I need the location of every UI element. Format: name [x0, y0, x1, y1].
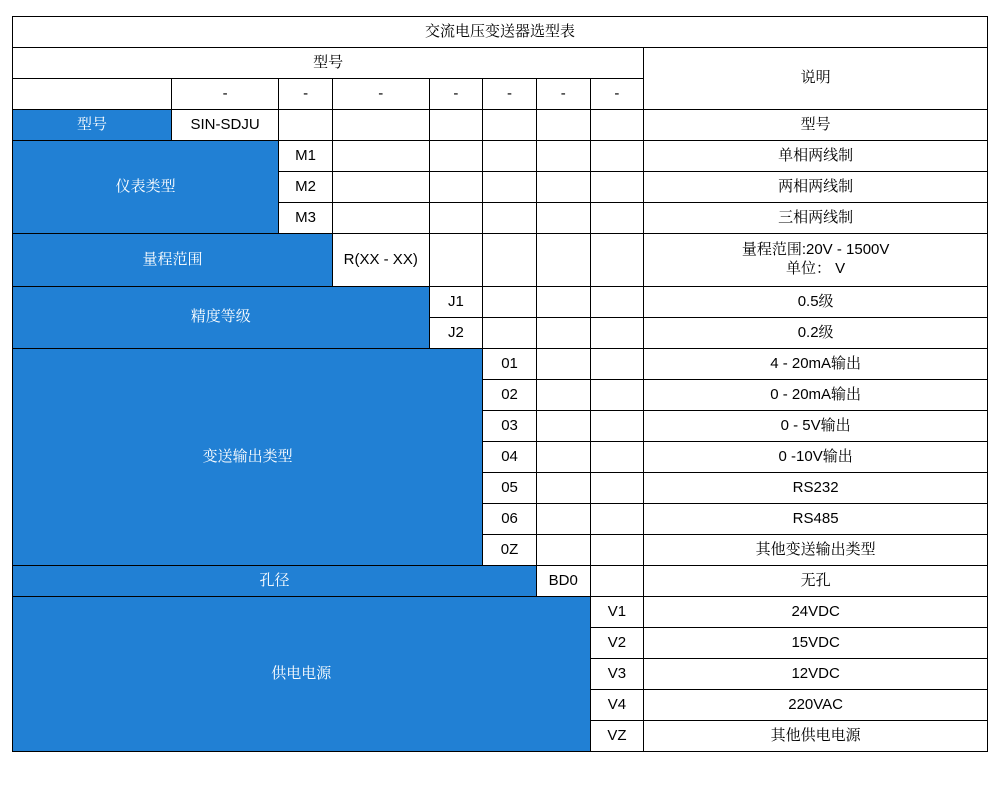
code-base: SIN-SDJU: [171, 110, 278, 141]
desc-m1: 单相两线制: [644, 141, 988, 172]
table-row: [13, 287, 988, 318]
code-03: 03: [483, 411, 537, 442]
empty-cell-range: [332, 141, 429, 172]
empty-cell-range: [332, 172, 429, 203]
empty-cell-output: [483, 110, 537, 141]
code-04: 04: [483, 442, 537, 473]
dash-cell-label: [13, 79, 172, 110]
code-range: R(XX - XX): [332, 234, 429, 287]
desc-range-line1: 量程范围:20V - 1500V: [741, 241, 890, 259]
empty-cell-power: [590, 566, 644, 597]
empty-cell-accuracy: [429, 234, 483, 287]
code-01: 01: [483, 349, 537, 380]
header-model-group: 型号: [13, 48, 644, 79]
empty-cell-aperture: [536, 234, 590, 287]
dash-cell-base: -: [171, 79, 278, 110]
code-v4: V4: [590, 690, 644, 721]
dash-cell-range: -: [332, 79, 429, 110]
table-row: [13, 566, 988, 597]
dash-cell-aperture: -: [536, 79, 590, 110]
table-row: [13, 141, 988, 172]
empty-cell-aperture: [536, 473, 590, 504]
empty-cell-output: [483, 318, 537, 349]
empty-cell-aperture: [536, 172, 590, 203]
desc-m3: 三相两线制: [644, 203, 988, 234]
group-label-output-type: 变送输出类型: [13, 349, 483, 566]
empty-cell-power: [590, 380, 644, 411]
desc-j2: 0.2级: [644, 318, 988, 349]
empty-cell-power: [590, 411, 644, 442]
group-label-accuracy: 精度等级: [13, 287, 430, 349]
empty-cell-aperture: [536, 141, 590, 172]
desc-range-line2: 单位： V: [786, 260, 846, 277]
code-bd0: BD0: [536, 566, 590, 597]
empty-cell-power: [590, 141, 644, 172]
code-j2: J2: [429, 318, 483, 349]
code-v3: V3: [590, 659, 644, 690]
empty-cell-output: [483, 203, 537, 234]
desc-01: 4 - 20mA输出: [644, 349, 988, 380]
empty-cell-type: [279, 110, 333, 141]
desc-v4: 220VAC: [644, 690, 988, 721]
empty-cell-power: [590, 172, 644, 203]
desc-04: 0 -10V输出: [644, 442, 988, 473]
empty-cell-output: [483, 287, 537, 318]
desc-vz: 其他供电电源: [644, 721, 988, 752]
empty-cell-power: [590, 535, 644, 566]
empty-cell-accuracy: [429, 141, 483, 172]
empty-cell-range: [332, 110, 429, 141]
group-label-aperture: 孔径: [13, 566, 537, 597]
code-vz: VZ: [590, 721, 644, 752]
empty-cell-output: [483, 234, 537, 287]
desc-v2: 15VDC: [644, 628, 988, 659]
dash-cell-accuracy: -: [429, 79, 483, 110]
code-v1: V1: [590, 597, 644, 628]
empty-cell-power: [590, 473, 644, 504]
table-row: [13, 110, 988, 141]
code-06: 06: [483, 504, 537, 535]
header-description: 说明: [644, 48, 988, 110]
empty-cell-accuracy: [429, 203, 483, 234]
code-j1: J1: [429, 287, 483, 318]
empty-cell-output: [483, 141, 537, 172]
table-header-row: [13, 48, 988, 79]
empty-cell-power: [590, 504, 644, 535]
empty-cell-aperture: [536, 110, 590, 141]
empty-cell-aperture: [536, 318, 590, 349]
empty-cell-accuracy: [429, 172, 483, 203]
desc-02: 0 - 20mA输出: [644, 380, 988, 411]
page-title: 交流电压变送器选型表: [13, 17, 988, 48]
empty-cell-aperture: [536, 349, 590, 380]
desc-03: 0 - 5V输出: [644, 411, 988, 442]
desc-bd0: 无孔: [644, 566, 988, 597]
empty-cell-aperture: [536, 504, 590, 535]
dash-cell-power: -: [590, 79, 644, 110]
empty-cell-aperture: [536, 411, 590, 442]
code-m3: M3: [279, 203, 333, 234]
empty-cell-aperture: [536, 380, 590, 411]
desc-v3: 12VDC: [644, 659, 988, 690]
empty-cell-power: [590, 442, 644, 473]
empty-cell-power: [590, 234, 644, 287]
table-title-row: [13, 17, 988, 48]
selection-table: [12, 16, 988, 752]
code-05: 05: [483, 473, 537, 504]
code-02: 02: [483, 380, 537, 411]
group-label-power-supply: 供电电源: [13, 597, 591, 752]
empty-cell-range: [332, 203, 429, 234]
dash-cell-type: -: [279, 79, 333, 110]
table-row: [13, 597, 988, 628]
empty-cell-power: [590, 203, 644, 234]
empty-cell-aperture: [536, 442, 590, 473]
empty-cell-power: [590, 318, 644, 349]
desc-range: [644, 234, 988, 287]
code-m2: M2: [279, 172, 333, 203]
empty-cell-power: [590, 349, 644, 380]
dash-cell-output: -: [483, 79, 537, 110]
empty-cell-aperture: [536, 287, 590, 318]
table-row: [13, 349, 988, 380]
desc-base: 型号: [644, 110, 988, 141]
desc-0z: 其他变送输出类型: [644, 535, 988, 566]
empty-cell-aperture: [536, 203, 590, 234]
group-label-range: 量程范围: [13, 234, 333, 287]
desc-v1: 24VDC: [644, 597, 988, 628]
code-m1: M1: [279, 141, 333, 172]
empty-cell-output: [483, 172, 537, 203]
desc-05: RS232: [644, 473, 988, 504]
empty-cell-power: [590, 287, 644, 318]
code-0z: 0Z: [483, 535, 537, 566]
empty-cell-power: [590, 110, 644, 141]
table-row: [13, 234, 988, 287]
desc-m2: 两相两线制: [644, 172, 988, 203]
desc-j1: 0.5级: [644, 287, 988, 318]
code-v2: V2: [590, 628, 644, 659]
group-label-meter-type: 仪表类型: [13, 141, 279, 234]
desc-06: RS485: [644, 504, 988, 535]
group-label-model: 型号: [13, 110, 172, 141]
empty-cell-accuracy: [429, 110, 483, 141]
empty-cell-aperture: [536, 535, 590, 566]
